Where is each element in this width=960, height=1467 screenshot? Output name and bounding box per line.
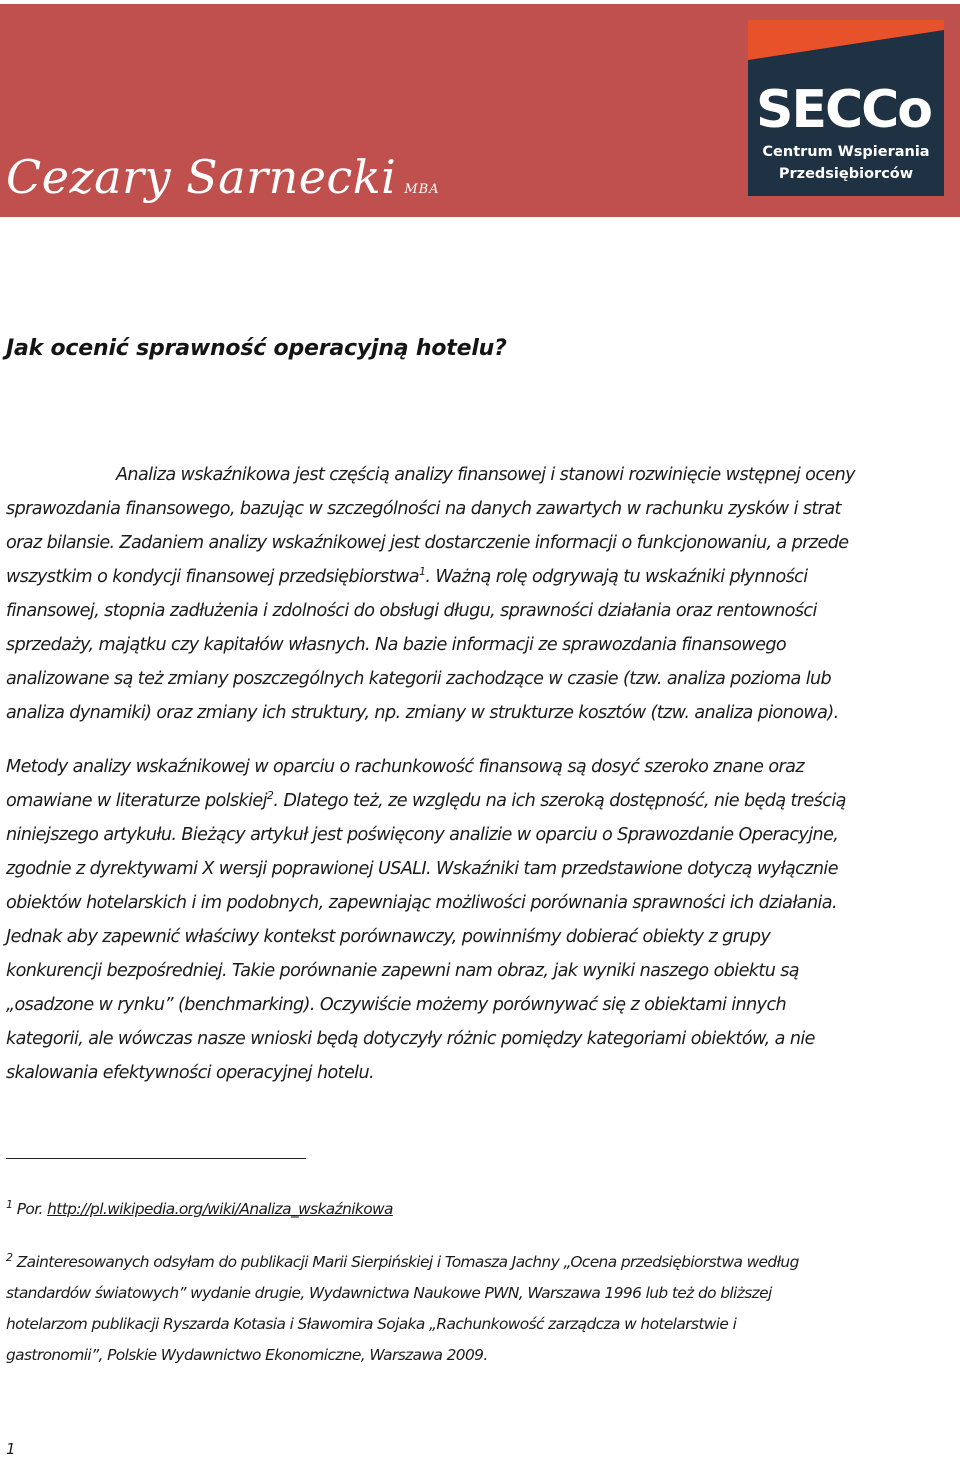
- paragraph-text: . Ważną rolę odgrywają tu wskaźniki płynności: [425, 567, 808, 587]
- footnote-text: Zainteresowanych odsyłam do publikacji Marii Sierpińskiej i Tomasza Jachny „Ocena przedsiębiorstwa według: [16, 1253, 799, 1271]
- paragraph-line: analizowane są też zmiany poszczególnych kategorii zachodzące w czasie (tzw. analiza pozioma lub: [6, 669, 832, 689]
- article-title: Jak ocenić sprawność operacyjną hotelu?: [6, 336, 507, 361]
- paragraph-line: „osadzone w rynku” (benchmarking). Oczywiście możemy porównywać się z obiektami innych: [6, 995, 787, 1015]
- footnote-prefix: Por.: [16, 1200, 43, 1218]
- footnote-2: [6, 1247, 958, 1371]
- paragraph-line: analiza dynamiki) oraz zmiany ich struktury, np. zmiany w strukturze kosztów (tzw. analiza pionowa).: [6, 703, 839, 723]
- footnote-link[interactable]: http://pl.wikipedia.org/wiki/Analiza_wskaźnikowa: [47, 1200, 393, 1218]
- paragraph-line: skalowania efektywności operacyjnej hotelu.: [6, 1063, 375, 1083]
- paragraph-line: sprzedaży, majątku czy kapitałów własnych. Na bazie informacji ze sprawozdania finansowego: [6, 635, 787, 655]
- logo-subtitle-line1: Centrum Wspierania: [762, 144, 930, 160]
- paragraph-line: finansowej, stopnia zadłużenia i zdolności do obsługi długu, sprawności działania oraz rentowności: [6, 601, 817, 621]
- article-paragraph-2: [6, 750, 958, 1090]
- header-banner: [0, 4, 960, 217]
- footnote-line: standardów światowych” wydanie drugie, Wydawnictwa Naukowe PWN, Warszawa 1996 lub też do bliższej: [6, 1284, 772, 1302]
- footnote-1: [6, 1194, 958, 1225]
- paragraph-line: [6, 560, 958, 594]
- footnote-marker-1: 1: [6, 1197, 13, 1211]
- footnote-line: gastronomii”, Polskie Wydawnictwo Ekonomiczne, Warszawa 2009.: [6, 1346, 488, 1364]
- paragraph-line: konkurencji bezpośredniej. Takie porównanie zapewni nam obraz, jak wyniki naszego obiektu są: [6, 961, 799, 981]
- author-name-text: Cezary Sarnecki: [6, 150, 397, 204]
- page-number: 1: [6, 1440, 16, 1458]
- author-degree: MBA: [404, 182, 440, 197]
- paragraph-line: Metody analizy wskaźnikowej w oparciu o rachunkowość finansową są dosyć szeroko znane oraz: [6, 757, 804, 777]
- footnote-ref-2[interactable]: 2: [266, 789, 274, 803]
- footnote-divider: [6, 1158, 306, 1159]
- paragraph-line: kategorii, ale wówczas nasze wnioski będą dotyczyły różnic pomiędzy kategoriami obiektów, a nie: [6, 1029, 815, 1049]
- paragraph-line: oraz bilansie. Zadaniem analizy wskaźnikowej jest dostarczenie informacji o funkcjonowaniu, a przede: [6, 533, 849, 553]
- footnote-line: hotelarzom publikacji Ryszarda Kotasia i Sławomira Sojaka „Rachunkowość zarządcza w hotelarstwie i: [6, 1315, 737, 1333]
- paragraph-line: niniejszego artykułu. Bieżący artykuł jest poświęcony analizie w oparciu o Sprawozdanie Operacyjne,: [6, 825, 839, 845]
- paragraph-text: wszystkim o kondycji finansowej przedsiębiorstwa: [6, 567, 419, 587]
- paragraph-line: zgodnie z dyrektywami X wersji poprawionej USALI. Wskaźniki tam przedstawione dotyczą wyłącznie: [6, 859, 838, 879]
- secco-logo: [748, 20, 944, 196]
- logo-name: SECCo: [756, 80, 932, 140]
- paragraph-text: . Dlatego też, ze względu na ich szeroką dostępność, nie będą treścią: [273, 791, 846, 811]
- logo-stripe: [748, 20, 944, 60]
- author-name: [6, 150, 440, 204]
- footnote-marker-2: 2: [6, 1250, 13, 1264]
- paragraph-line: sprawozdania finansowego, bazując w szczególności na danych zawartych w rachunku zysków i strat: [6, 499, 841, 519]
- footnote-line: [6, 1247, 958, 1278]
- paragraph-line: obiektów hotelarskich i im podobnych, zapewniając możliwości porównania sprawności ich działania.: [6, 893, 837, 913]
- paragraph-line: Analiza wskaźnikowa jest częścią analizy finansowej i stanowi rozwinięcie wstępnej oceny: [116, 465, 855, 485]
- footnote-line: [6, 1194, 958, 1225]
- paragraph-text: omawiane w literaturze polskiej: [6, 791, 267, 811]
- article-paragraph-1: [6, 458, 958, 730]
- footnote-ref-1[interactable]: 1: [418, 565, 426, 579]
- paragraph-line: Jednak aby zapewnić właściwy kontekst porównawczy, powinniśmy dobierać obiekty z grupy: [6, 927, 771, 947]
- logo-subtitle-line2: Przedsiębiorców: [778, 166, 914, 182]
- paragraph-line: [6, 784, 958, 818]
